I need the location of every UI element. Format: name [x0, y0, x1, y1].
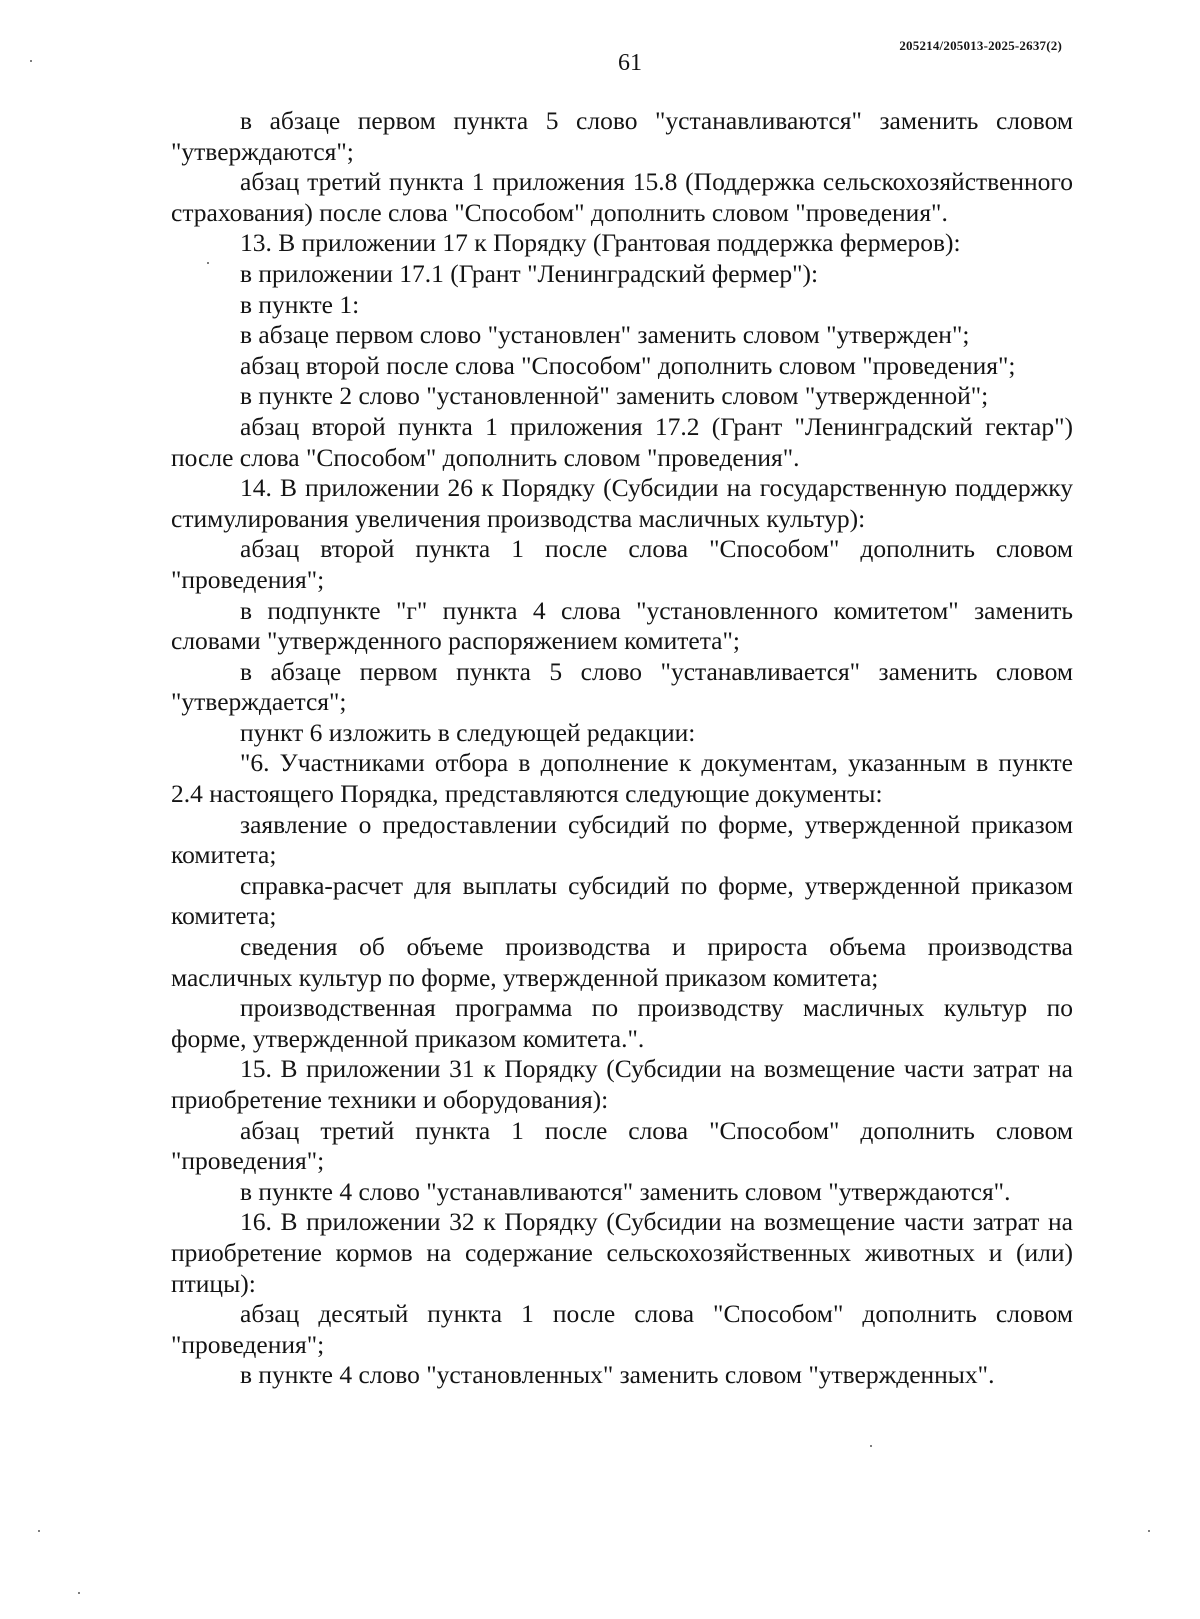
paragraph: в приложении 17.1 (Грант "Ленинградский фермер"): [240, 258, 819, 288]
paragraph: абзац третий пункта 1 после слова "Способом" дополнить словом "проведения"; [171, 1115, 1073, 1176]
paragraph: в подпункте "г" пункта 4 слова "установленного комитетом" заменить словами "утвержденного распоряжением комитета"; [171, 595, 1073, 656]
paragraph: 14. В приложении 26 к Порядку (Субсидии на государственную поддержку стимулирования увеличения производства масличных культур): [171, 473, 1073, 533]
document-body [171, 106, 1073, 1391]
paragraph: в пункте 2 слово "установленной" заменить словом "утвержденной"; [240, 381, 989, 411]
paragraph: в абзаце первом пункта 5 слово "устанавливается" заменить словом "утверждается"; [171, 656, 1073, 717]
paragraph: в абзаце первом слово "установлен" заменить словом "утвержден"; [240, 320, 970, 350]
paragraph: абзац второй пункта 1 после слова "Способом" дополнить словом "проведения"; [171, 534, 1073, 594]
paragraph: абзац второй после слова "Способом" дополнить словом "проведения"; [240, 350, 1016, 380]
paragraph: пункт 6 изложить в следующей редакции: [240, 717, 696, 747]
scan-speck [30, 60, 32, 62]
paragraph: в пункте 1: [240, 289, 360, 319]
paragraph: в пункте 4 слово "устанавливаются" заменить словом "утверждаются". [240, 1176, 1011, 1206]
paragraph: абзац десятый пункта 1 после слова "Способом" дополнить словом "проведения"; [171, 1299, 1073, 1359]
page-number: 61 [618, 50, 642, 76]
scan-speck [1148, 1530, 1150, 1532]
paragraph: сведения об объеме производства и прироста объема производства масличных культур по форме, утвержденной приказом комитета; [171, 932, 1073, 992]
paragraph: заявление о предоставлении субсидий по форме, утвержденной приказом комитета; [171, 809, 1073, 870]
paragraph: абзац третий пункта 1 приложения 15.8 (Поддержка сельскохозяйственного страхования) после слова "Способом" дополнить словом "проведения". [171, 167, 1073, 227]
scan-speck [870, 1445, 872, 1447]
paragraph: в абзаце первом пункта 5 слово "устанавливаются" заменить словом "утверждаются"; [171, 106, 1073, 166]
scan-speck [38, 1530, 40, 1532]
paragraph: 16. В приложении 32 к Порядку (Субсидии на возмещение части затрат на приобретение кормов на содержание сельскохозяйственных животных и (или) птицы): [171, 1207, 1073, 1298]
document-number: 205214/205013-2025-2637(2) [899, 38, 1062, 53]
paragraph: 15. В приложении 31 к Порядку (Субсидии на возмещение части затрат на приобретение техники и оборудования): [171, 1054, 1073, 1114]
paragraph: в пункте 4 слово "установленных" заменить словом "утвержденных". [240, 1360, 995, 1390]
paragraph: абзац второй пункта 1 приложения 17.2 (Грант "Ленинградский гектар") после слова "Способом" дополнить словом "проведения". [171, 411, 1073, 472]
scan-speck [207, 262, 209, 264]
paragraph: производственная программа по производству масличных культур по форме, утвержденной приказом комитета.". [171, 993, 1073, 1053]
paragraph: 13. В приложении 17 к Порядку (Грантовая поддержка фермеров): [240, 228, 961, 258]
paragraph: "6. Участниками отбора в дополнение к документам, указанным в пункте 2.4 настоящего Порядка, представляются следующие документы: [171, 748, 1073, 809]
paragraph: справка-расчет для выплаты субсидий по форме, утвержденной приказом комитета; [171, 870, 1073, 931]
scan-speck [78, 1592, 80, 1594]
